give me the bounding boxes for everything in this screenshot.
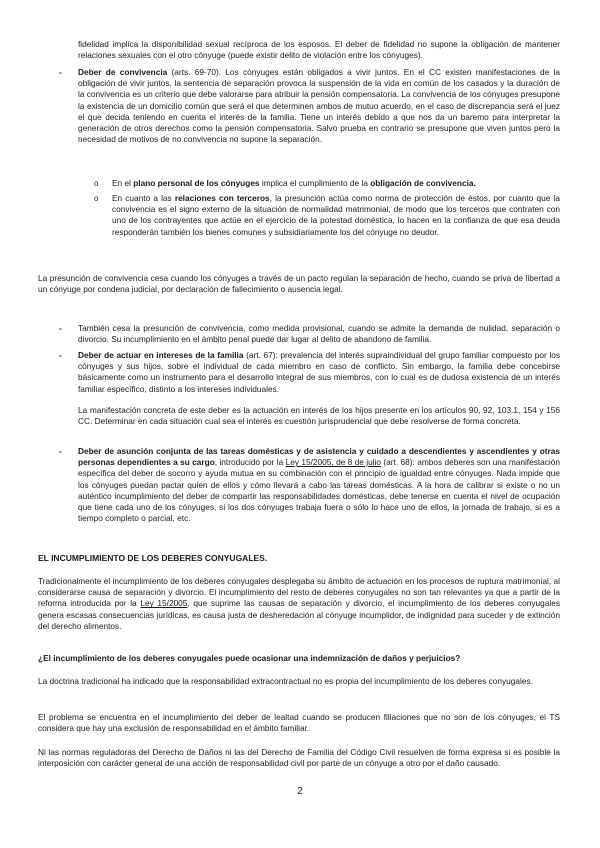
question-heading: ¿El incumplimiento de los deberes conyugales puede ocasionar una indemnización de daños y perjuicios? [38, 653, 461, 663]
incumplimiento-paragraph [38, 576, 560, 632]
bold-span: plano personal de los cónyuges [133, 178, 260, 188]
bold-span: obligación de convivencia. [370, 178, 476, 188]
text-span: (art. 68): ambos deberes son una manifestación específica del deber de socorro y ayuda mutua en su combinación con el principio de igualdad entre cónyuges. Nada impide que los cónyuges puedan pactar quien de ellos y cómo llevará a cabo las tareas domésticas. A la hora de calibrar si existe o no un auténtico incumplimiento del deber de compartir las responsabilidades domésticas, debe tenerse en cuenta el nivel de ocupación que tiene cada uno de los cónyuges, si los dos cónyuges trabaja fuera o sólo lo hace uno de ellos, la jornada de trabajo, si es a tiempo completo o parcial, etc. [78, 457, 561, 524]
interes-title: Deber de actuar en intereses de la familia [78, 350, 244, 360]
convivencia-title: Deber de convivencia [78, 67, 168, 77]
presuncion-paragraph: La presunción de convivencia cesa cuando los cónyuges a través de un pacto regulan la separación de hecho, cuando se priva de libertad a un cónyuge por condena judicial, por declaración de fallecimiento o ausencia legal. [38, 273, 560, 295]
domesticas-item [78, 446, 560, 524]
text-span: , la presunción actúa como norma de protección de éstos, por cuanto que la convivencia es el signo externo de la situación de normalidad matrimonial, de modo que los terceros que contraten con uno de los contrayentes que actúe en el ejercicio de la potestad doméstica, lo hacen en la confianza de que esa deuda responderán también los bienes comunes y subsidiariamente los del cónyuge no deudor. [112, 193, 560, 237]
normas-paragraph: Ni las normas reguladoras del Derecho de Daños ni las del Derecho de Familia del Código Civil resuelven de forma expresa si es posible la interposición con carácter general de una acción de responsabilidad civil por parte de un cónyuge a otro por el daño causado. [38, 747, 560, 769]
law-reference: Ley 15/2005, de 8 de julio [285, 457, 382, 468]
tambien-item: También cesa la presunción de convivencia, como medida provisional, cuando se admite la demanda de nulidad, separación o divorcio. Su incumplimiento en el ámbito penal puede dar lugar al delito de abandono de familia. [78, 323, 560, 345]
text-span: En cuanto a las [112, 193, 175, 203]
text-span: implica el cumplimiento de la [259, 178, 371, 188]
text-span: , que suprime las causas de separación y divorcio, el incumplimiento de los deberes conyugales genera escasas consecuencias jurídicas, es causa justa de desheredación al cónyuge incumplidor, de indignidad para suceder y de extinción del derecho alimentos. [38, 598, 560, 631]
bold-span: relaciones con terceros [174, 193, 270, 203]
fidelity-continuation: fidelidad implica la disponibilidad sexual recíproca de los esposos. El deber de fidelidad no supone la obligación de mantener relaciones sexuales con el otro cónyuge (puede existir delito de violación entre los cónyuges). [78, 39, 560, 61]
bullet-marker: - [59, 446, 62, 456]
interes-item [78, 350, 560, 395]
section-heading: EL INCUMPLIMIENTO DE LOS DEBERES CONYUGALES. [38, 553, 268, 563]
convivencia-sub-terceros [112, 193, 560, 238]
sub-bullet-marker: o [94, 194, 99, 203]
bullet-marker: - [59, 350, 62, 360]
domesticas-title: Deber de asunción conjunta de las tareas domésticas y de asistencia y cuidado a descendientes y ascendientes y otras personas dependientes a su cargo [78, 446, 560, 468]
text-span: , introducido por la [214, 457, 286, 468]
text-span: Tradicionalmente el incumplimiento de los deberes conyugales desplegaba su ámbito de actuación en los procesos de ruptura matrimonial, al considerarse causa de separación y divorcio. El incumplimiento del resto de deberes conyugales no son tan relevantes ya que a partir de la reforma introducida por la [38, 576, 560, 609]
convivencia-body: (arts. 69-70). Los cónyuges están obligados a vivir juntos. En el CC existen manifestaciones de la obligación de vivir juntos, la sentencia de separación provoca la suspensión de la vida en común de los casados y la duración de la convivencia es un criterio que debe valorarse para atribuir la pensión compensatoria. La convivencia de los cónyuges presupone la existencia de un domicilio común que será el que determinen ambos de mutuo acuerdo, en el caso de discrepancia será el juez el que decida teniendo en cuenta el interés de la familia. Tiene un interés debido a que nos da un baremo para interpretar la generación de otros derechos como la pensión compensatoria. Salvo prueba en contrario se presupone que viven juntos pero la necesidad de motivos de no convivencia no supone la separación. [78, 67, 560, 145]
law-reference: Ley 15/2005 [140, 598, 188, 609]
bullet-marker: - [59, 323, 62, 333]
page-number: 2 [297, 786, 303, 797]
lealtad-paragraph: El problema se encuentra en el incumplimiento del deber de lealtad cuando se producen filiaciones que no son de los cónyuges, el TS considera que hay una exclusión de responsabilidad en el ámbito familiar. [38, 712, 560, 734]
interes-item-cont: La manifestación concreta de este deber es la actuación en interés de los hijos presente en los artículos 90, 92, 103.1, 154 y 156 CC. Determinar en cada situación cual sea el interés es cuestión jurisprudencial que debe resolverse de forma concreta. [78, 405, 560, 427]
text-span: En el [112, 178, 134, 188]
interes-body: (art. 67): prevalencia del interés supraindividual del grupo familiar compuesto por los cónyuges y sus hijos, sobre el individual de cada miembro en caso de conflicto. Sin embargo, la familia debe concebirse básicamente como un instrumento para el desarrollo integral de sus miembros, con lo cual es de dudosa existencia de un interés familiar específico, distinto a los intereses individuales. [78, 350, 560, 394]
convivencia-sub-personal [112, 178, 560, 189]
doctrina-paragraph: La doctrina tradicional ha indicado que la responsabilidad extracontractual no es propia del incumplimiento de los deberes conyugales. [38, 676, 533, 686]
sub-bullet-marker: o [94, 179, 99, 188]
convivencia-item [78, 67, 560, 145]
bullet-marker: - [59, 67, 62, 77]
